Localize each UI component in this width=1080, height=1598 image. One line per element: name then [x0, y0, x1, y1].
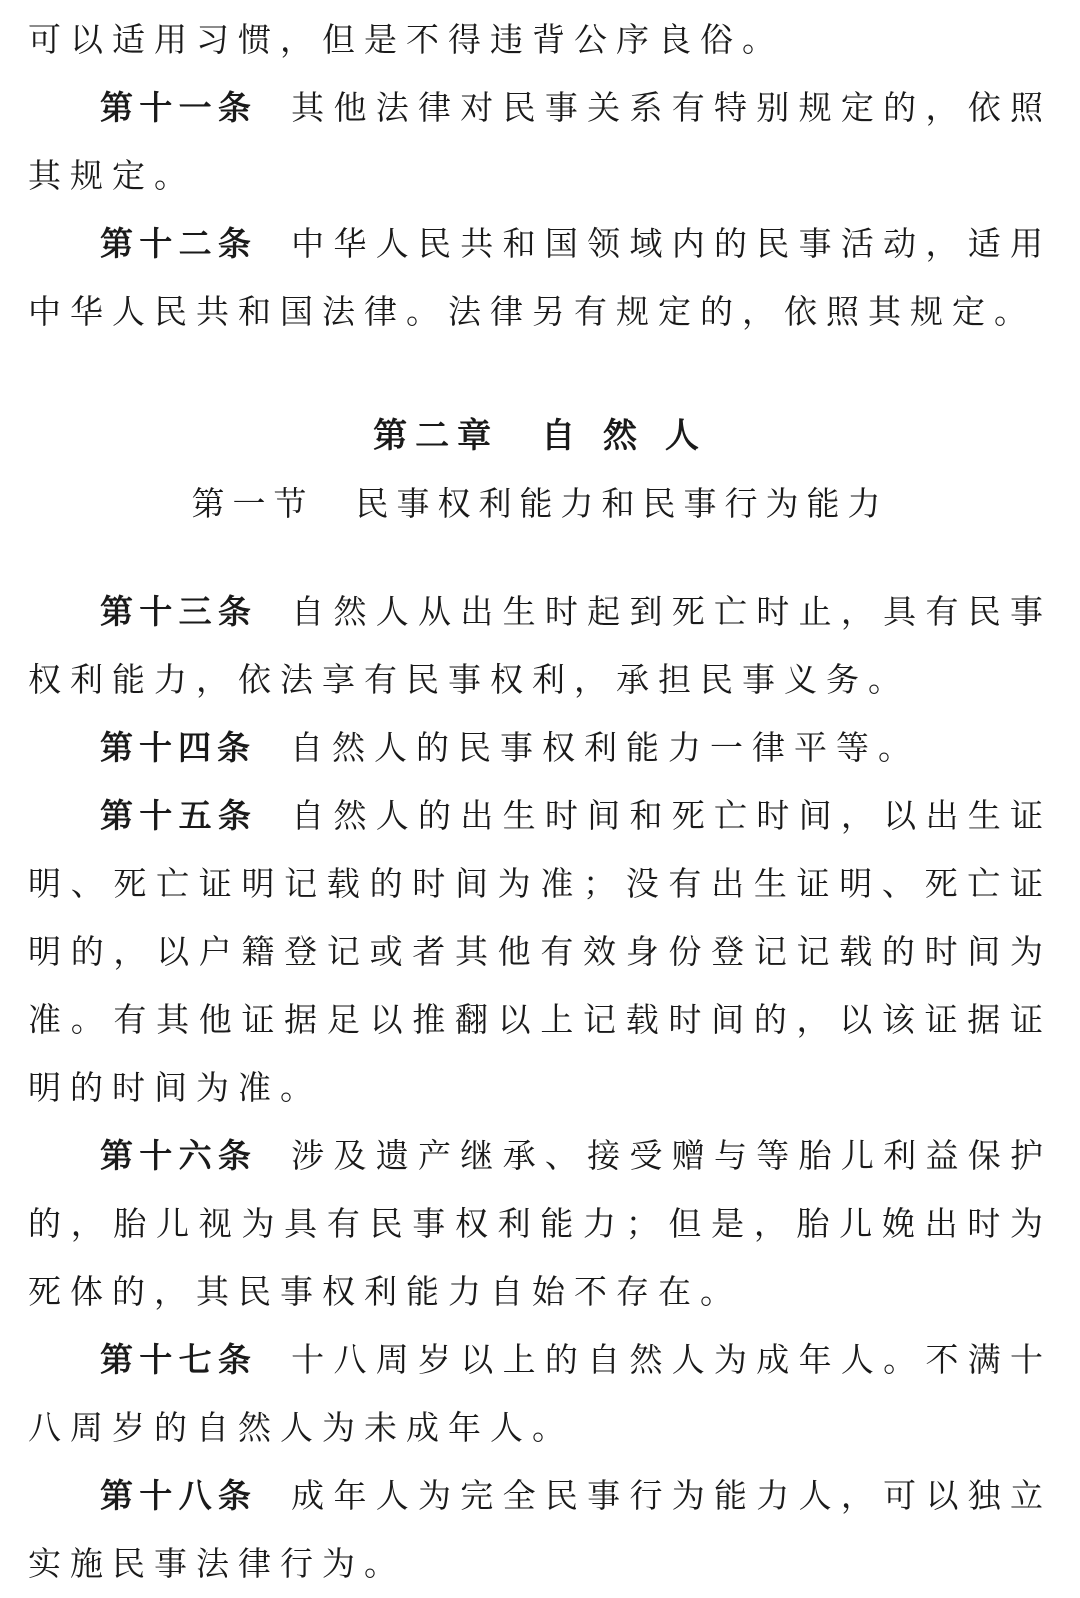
article-text: 自然人的出生时间和死亡时间，以出生证明、死亡证明记载的时间为准；没有出生证明、死亡证明的，以户籍登记或者其他有效身份登记记载的时间为准。有其他证据足以推翻以上记载时间的，以该证据证明的时间为准。: [28, 796, 1053, 1107]
article-text: 中华人民共和国领域内的民事活动，适用中华人民共和国法律。法律另有规定的，依照其规定。: [28, 224, 1053, 331]
article-15: [28, 782, 1052, 1122]
article-number: 第十三条: [100, 592, 258, 631]
article-12: [28, 210, 1052, 346]
article-number: 第十七条: [100, 1340, 258, 1379]
article-18: [28, 1462, 1052, 1598]
article-number: 第十六条: [100, 1136, 258, 1175]
article-number: 第十二条: [100, 224, 258, 263]
article-14: [28, 714, 1052, 782]
section-title: 第一节 民事权利能力和民事行为能力: [191, 484, 889, 523]
article-text: 成年人为完全民事行为能力人，可以独立实施民事法律行为。: [28, 1476, 1053, 1583]
article-16: [28, 1122, 1052, 1326]
article-text: 自然人的民事权利能力一律平等。: [290, 728, 920, 767]
chapter-title: 第二章 自 然 人: [373, 416, 707, 456]
article-13: [28, 578, 1052, 714]
article-number: 第十一条: [100, 88, 258, 127]
article-number: 第十八条: [100, 1476, 258, 1515]
article-number: 第十五条: [100, 796, 258, 835]
article-number: 第十四条: [100, 728, 256, 767]
article-text: 涉及遗产继承、接受赠与等胎儿利益保护的，胎儿视为具有民事权利能力；但是，胎儿娩出时为死体的，其民事权利能力自始不存在。: [28, 1136, 1053, 1311]
article-text: 十八周岁以上的自然人为成年人。不满十八周岁的自然人为未成年人。: [28, 1340, 1053, 1447]
article-text: 其他法律对民事关系有特别规定的，依照其规定。: [28, 88, 1053, 195]
continuation-paragraph: 可以适用习惯，但是不得违背公序良俗。: [28, 20, 784, 59]
article-text: 自然人从出生时起到死亡时止，具有民事权利能力，依法享有民事权利，承担民事义务。: [28, 592, 1053, 699]
article-17: [28, 1326, 1052, 1462]
article-11: [28, 74, 1052, 210]
